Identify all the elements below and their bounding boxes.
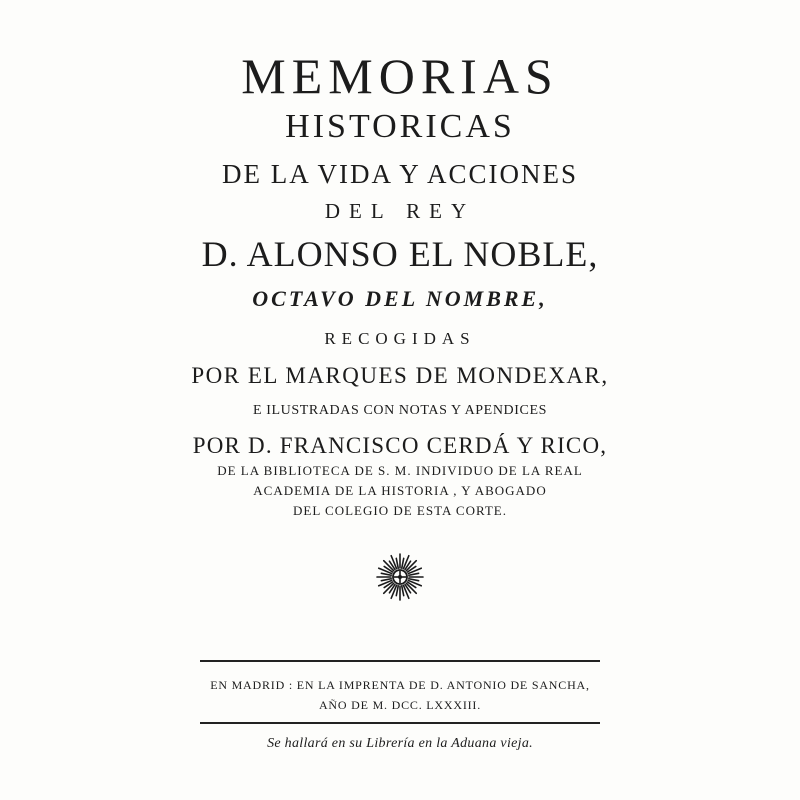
printers-ornament-icon [375,552,425,602]
illustrated-line: E ILUSTRADAS CON NOTAS Y APENDICES [253,403,547,418]
title-line-vida-acciones: DE LA VIDA Y ACCIONES [221,159,579,189]
title-line-historicas: HISTORICAS [285,108,515,145]
title-line-del-rey: DEL REY [324,199,476,223]
imprint-rule-bottom [200,722,600,724]
sale-note: Se hallará en su Librería en la Aduana vieja. [267,736,533,751]
editor-credential-2: ACADEMIA DE LA HISTORIA , Y ABOGADO [253,483,547,498]
title-line-memorias: MEMORIAS [241,48,559,104]
title-line-alonso: D. ALONSO EL NOBLE, [201,234,599,274]
editor-credential-3: DEL COLEGIO DE ESTA CORTE. [293,503,507,518]
title-line-recogidas: RECOGIDAS [324,329,476,348]
editor-line: POR D. FRANCISCO CERDÁ Y RICO, [192,433,608,458]
imprint-line-1: EN MADRID : EN LA IMPRENTA DE D. ANTONIO DE SANCHA, [210,678,590,692]
imprint-line-2: AÑO DE M. DCC. LXXXIII. [318,698,482,712]
imprint-rule-top [200,660,600,662]
author-line: POR EL MARQUES DE MONDEXAR, [191,363,609,388]
editor-credential-1: DE LA BIBLIOTECA DE S. M. INDIVIDUO DE LA REAL [217,463,583,478]
title-line-octavo: OCTAVO DEL NOMBRE, [252,286,548,311]
